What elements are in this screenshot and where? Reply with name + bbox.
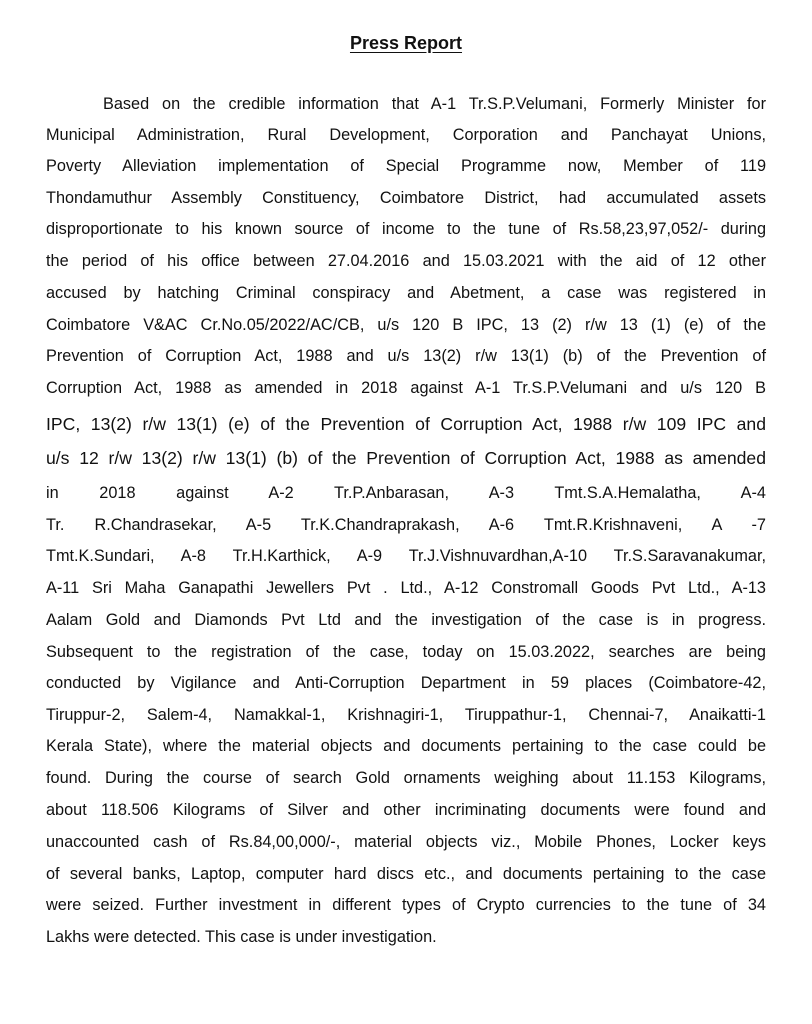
body-line: Tmt.K.Sundari, A-8 Tr.H.Karthick, A-9 Tr.J.Vishnuvardhan,A-10 Tr.S.Saravanakumar, — [46, 547, 766, 565]
body-line: IPC, 13(2) r/w 13(1) (e) of the Prevention of Corruption Act, 1988 r/w 109 IPC and — [46, 414, 766, 434]
body-line: Kerala State), where the material objects and documents pertaining to the case could be — [46, 737, 766, 755]
page-title: Press Report — [349, 33, 463, 53]
body-line: conducted by Vigilance and Anti-Corruption Department in 59 places (Coimbatore-42, — [46, 674, 766, 692]
body-line: accused by hatching Criminal conspiracy and Abetment, a case was registered in — [46, 284, 766, 302]
body-line: were seized. Further investment in different types of Crypto currencies to the tune of 34 — [46, 896, 766, 914]
body-line: Coimbatore V&AC Cr.No.05/2022/AC/CB, u/s 120 B IPC, 13 (2) r/w 13 (1) (e) of the — [46, 316, 766, 334]
body-line: Thondamuthur Assembly Constituency, Coimbatore District, had accumulated assets — [46, 189, 766, 207]
body-line: Tr. R.Chandrasekar, A-5 Tr.K.Chandraprakash, A-6 Tmt.R.Krishnaveni, A -7 — [46, 516, 766, 534]
body-line: unaccounted cash of Rs.84,00,000/-, material objects viz., Mobile Phones, Locker keys — [46, 833, 766, 851]
body-line: found. During the course of search Gold ornaments weighing about 11.153 Kilograms, — [46, 769, 766, 787]
body-line: of several banks, Laptop, computer hard discs etc., and documents pertaining to the case — [46, 865, 766, 883]
body-line: the period of his office between 27.04.2016 and 15.03.2021 with the aid of 12 other — [46, 252, 766, 270]
body-line: Municipal Administration, Rural Development, Corporation and Panchayat Unions, — [46, 126, 766, 144]
body-line: Subsequent to the registration of the case, today on 15.03.2022, searches are being — [46, 643, 766, 661]
body-line: disproportionate to his known source of income to the tune of Rs.58,23,97,052/- during — [46, 220, 766, 238]
body-line: Based on the credible information that A-1 Tr.S.P.Velumani, Formerly Minister for — [103, 95, 766, 113]
body-line: A-11 Sri Maha Ganapathi Jewellers Pvt . Ltd., A-12 Constromall Goods Pvt Ltd., A-13 — [46, 579, 766, 597]
body-line: Tiruppur-2, Salem-4, Namakkal-1, Krishnagiri-1, Tiruppathur-1, Chennai-7, Anaikatti-1 — [46, 706, 766, 724]
body-line: Aalam Gold and Diamonds Pvt Ltd and the investigation of the case is in progress. — [46, 611, 766, 629]
body-line: in 2018 against A-2 Tr.P.Anbarasan, A-3 Tmt.S.A.Hemalatha, A-4 — [46, 484, 766, 502]
body-line: Lakhs were detected. This case is under investigation. — [46, 928, 437, 946]
body-line: Prevention of Corruption Act, 1988 and u/s 13(2) r/w 13(1) (b) of the Prevention of — [46, 347, 766, 365]
body-line: Corruption Act, 1988 as amended in 2018 against A-1 Tr.S.P.Velumani and u/s 120 B — [46, 379, 766, 397]
body-line: u/s 12 r/w 13(2) r/w 13(1) (b) of the Prevention of Corruption Act, 1988 as amended — [46, 448, 766, 468]
body-line: Poverty Alleviation implementation of Special Programme now, Member of 119 — [46, 157, 766, 175]
body-line: about 118.506 Kilograms of Silver and other incriminating documents were found and — [46, 801, 766, 819]
